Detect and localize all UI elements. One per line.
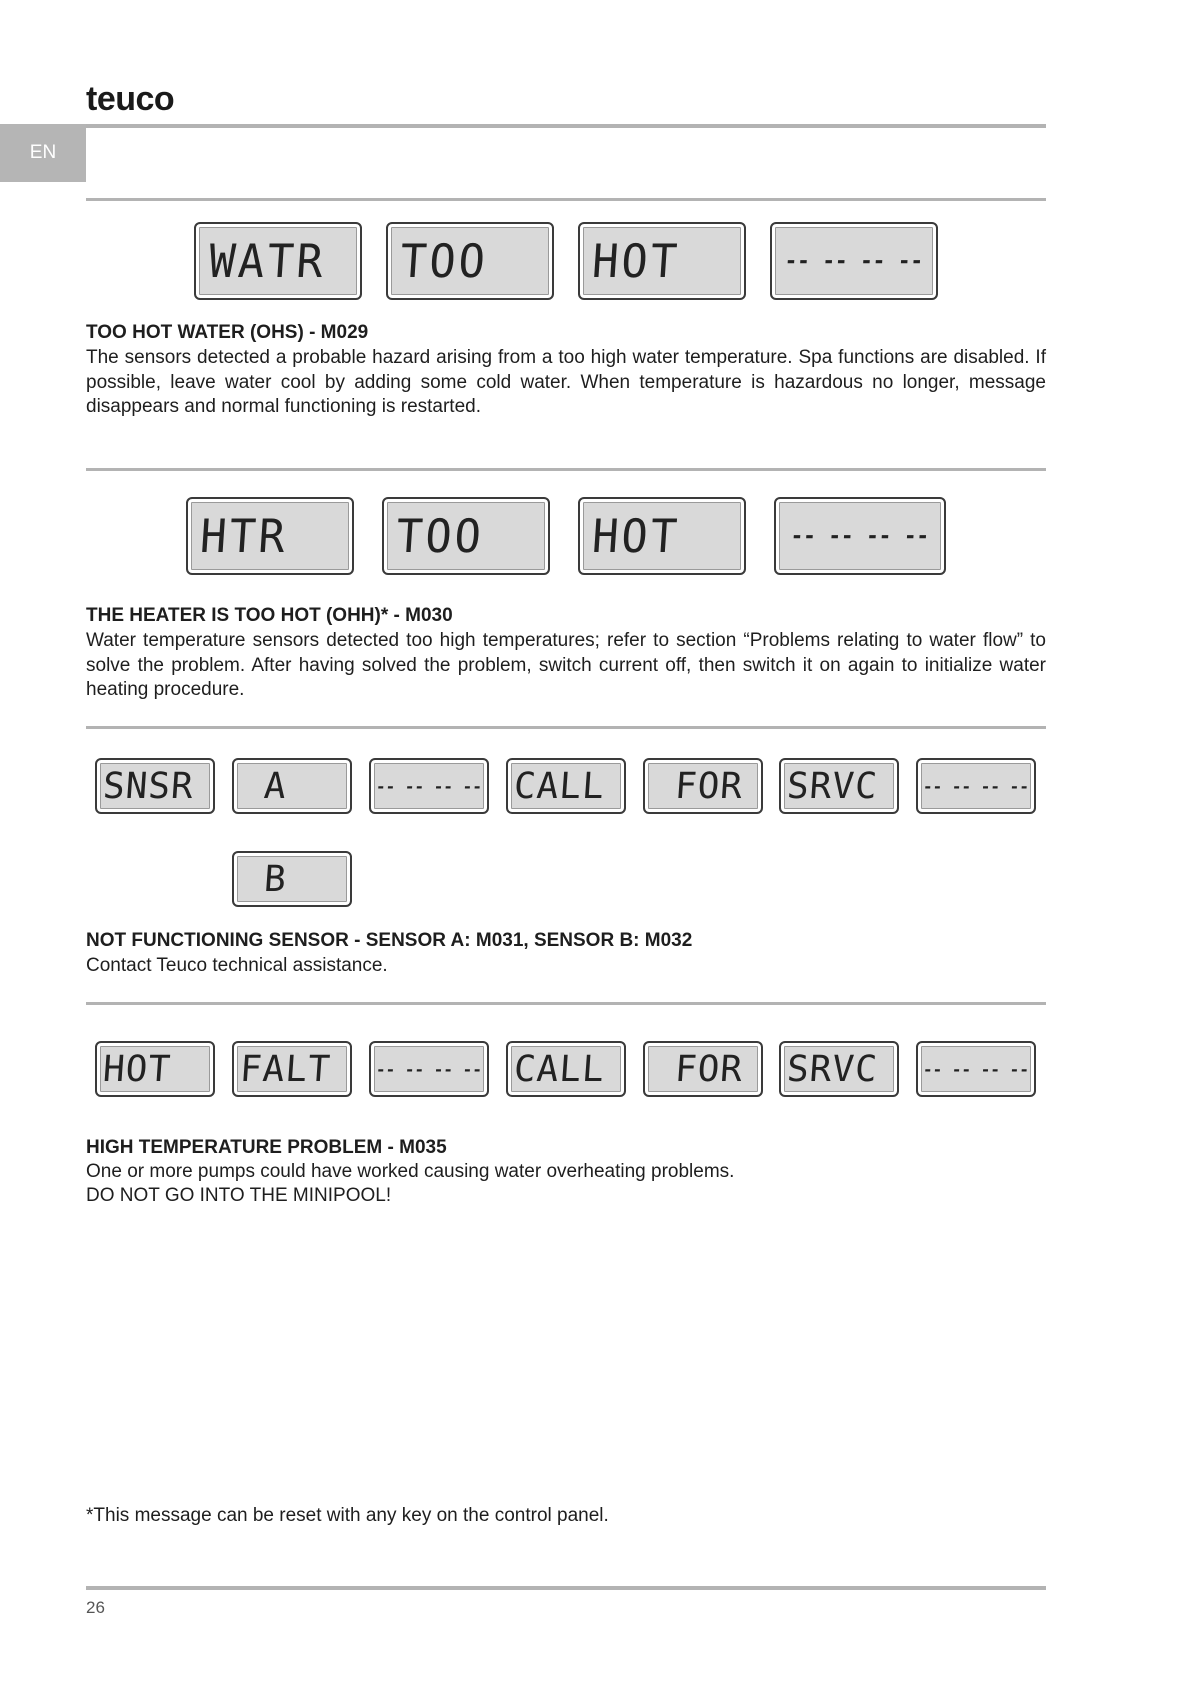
- lcd-display-segment: HOT: [95, 1041, 215, 1097]
- lcd-display-segment: TOO: [382, 497, 550, 575]
- header-rule: [86, 124, 1046, 128]
- section-title: THE HEATER IS TOO HOT (OHH)* - M030: [86, 605, 453, 626]
- lcd-display-segment: TOO: [386, 222, 554, 300]
- lcd-display-segment: CALL: [506, 1041, 626, 1097]
- lcd-display-segment: WATR: [194, 222, 362, 300]
- lcd-display-segment: -- -- -- --: [916, 758, 1036, 814]
- language-tab: EN: [0, 124, 86, 182]
- lcd-display-segment: FOR: [643, 1041, 763, 1097]
- lcd-display-segment: -- -- -- --: [774, 497, 946, 575]
- brand-logo: teuco: [86, 80, 175, 118]
- lcd-display-segment: FALT: [232, 1041, 352, 1097]
- section-divider: [86, 198, 1046, 201]
- section-divider: [86, 1002, 1046, 1005]
- lcd-display-segment: SRVC: [779, 1041, 899, 1097]
- section-body: Water temperature sensors detected too high temperatures; refer to section “Problems relating to water flow” to solve the problem. After having solved the problem, switch current off, then switch it on again to initialize water heating procedure.: [86, 630, 1046, 700]
- footnote: *This message can be reset with any key on the control panel.: [86, 1505, 609, 1526]
- lcd-display-segment: FOR: [643, 758, 763, 814]
- section-body: The sensors detected a probable hazard arising from a too high water temperature. Spa functions are disabled. If possible, leave water cool by adding some cold water. When temperature is hazardous no longer, message disappears and normal functioning is restarted.: [86, 347, 1046, 417]
- lcd-display-segment: -- -- -- --: [916, 1041, 1036, 1097]
- section-body: Contact Teuco technical assistance.: [86, 955, 388, 976]
- lcd-display-segment: SNSR: [95, 758, 215, 814]
- section-divider: [86, 468, 1046, 471]
- lcd-display-segment: HOT: [578, 222, 746, 300]
- section-body-line: One or more pumps could have worked causing water overheating problems.: [86, 1161, 735, 1182]
- lcd-display-segment-sensor-b: B: [232, 851, 352, 907]
- section-warning-line: DO NOT GO INTO THE MINIPOOL!: [86, 1185, 392, 1206]
- section-title: HIGH TEMPERATURE PROBLEM - M035: [86, 1137, 447, 1158]
- lcd-display-segment: HTR: [186, 497, 354, 575]
- lcd-display-segment: A: [232, 758, 352, 814]
- section-title: TOO HOT WATER (OHS) - M029: [86, 322, 369, 343]
- footer-rule: [86, 1586, 1046, 1590]
- section-divider: [86, 726, 1046, 729]
- section-title: NOT FUNCTIONING SENSOR - SENSOR A: M031, SENSOR B: M032: [86, 930, 693, 951]
- lcd-display-segment: -- -- -- --: [369, 758, 489, 814]
- lcd-display-segment: -- -- -- --: [770, 222, 938, 300]
- lcd-display-segment: SRVC: [779, 758, 899, 814]
- lcd-display-segment: -- -- -- --: [369, 1041, 489, 1097]
- lcd-display-segment: CALL: [506, 758, 626, 814]
- page-number: 26: [86, 1598, 105, 1617]
- lcd-display-segment: HOT: [578, 497, 746, 575]
